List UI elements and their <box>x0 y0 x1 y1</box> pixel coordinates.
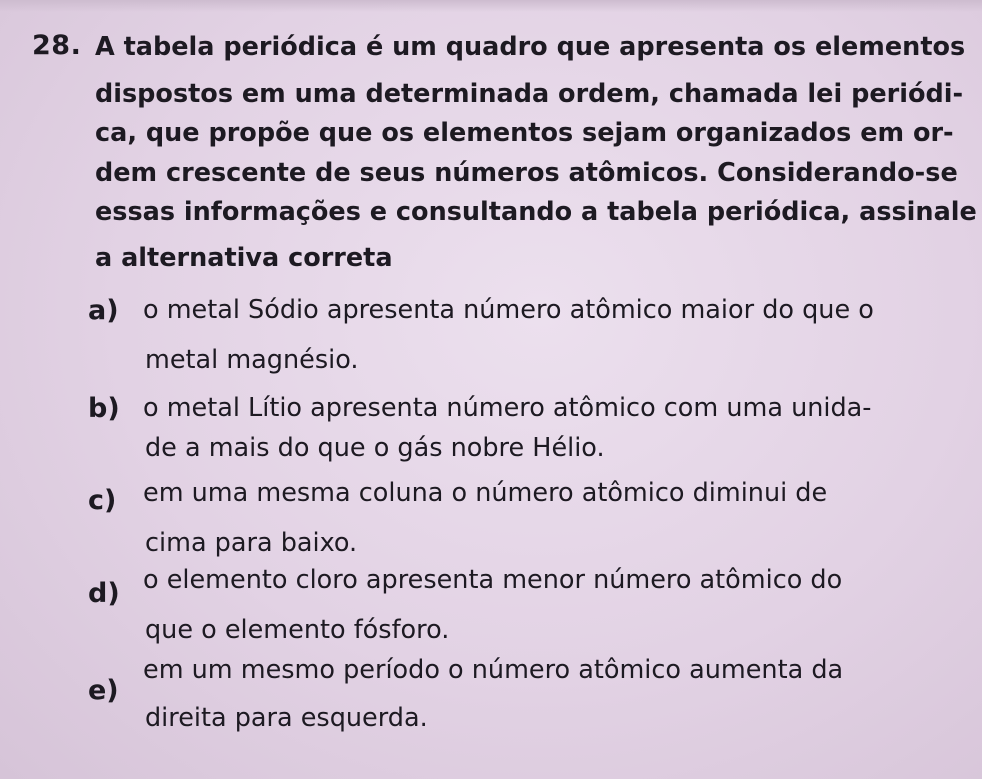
question-stem-line: A tabela periódica é um quadro que apresenta os elementos <box>95 32 966 62</box>
page-edge-shadow <box>0 0 982 12</box>
option-e-letter: e) <box>88 675 119 706</box>
question-stem-line: a alternativa correta <box>95 243 393 273</box>
option-c-text: em uma mesma coluna o número atômico diminui de <box>143 478 828 508</box>
option-e-text: em um mesmo período o número atômico aumenta da <box>143 655 844 685</box>
option-b-text: o metal Lítio apresenta número atômico com uma unida- <box>143 393 872 423</box>
option-b-letter: b) <box>88 393 120 424</box>
option-d-letter: d) <box>88 578 120 609</box>
question-number: 28. <box>32 30 82 61</box>
option-c-text-cont: cima para baixo. <box>145 528 358 558</box>
option-a-text: o metal Sódio apresenta número atômico maior do que o <box>143 295 874 325</box>
question-stem-line: dispostos em uma determinada ordem, chamada lei periódi- <box>95 79 964 109</box>
option-d-text: o elemento cloro apresenta menor número atômico do <box>143 565 843 595</box>
option-d-text-cont: que o elemento fósforo. <box>145 615 450 645</box>
option-a-letter: a) <box>88 295 119 326</box>
question-stem-line: ca, que propõe que os elementos sejam organizados em or- <box>95 118 954 148</box>
option-b-text-cont: de a mais do que o gás nobre Hélio. <box>145 433 605 463</box>
option-e-text-cont: direita para esquerda. <box>145 703 428 733</box>
option-a-text-cont: metal magnésio. <box>145 345 359 375</box>
question-stem-line: dem crescente de seus números atômicos. Considerando-se <box>95 158 958 188</box>
option-c-letter: c) <box>88 485 117 516</box>
question-stem-line: essas informações e consultando a tabela periódica, assinale <box>95 197 977 227</box>
